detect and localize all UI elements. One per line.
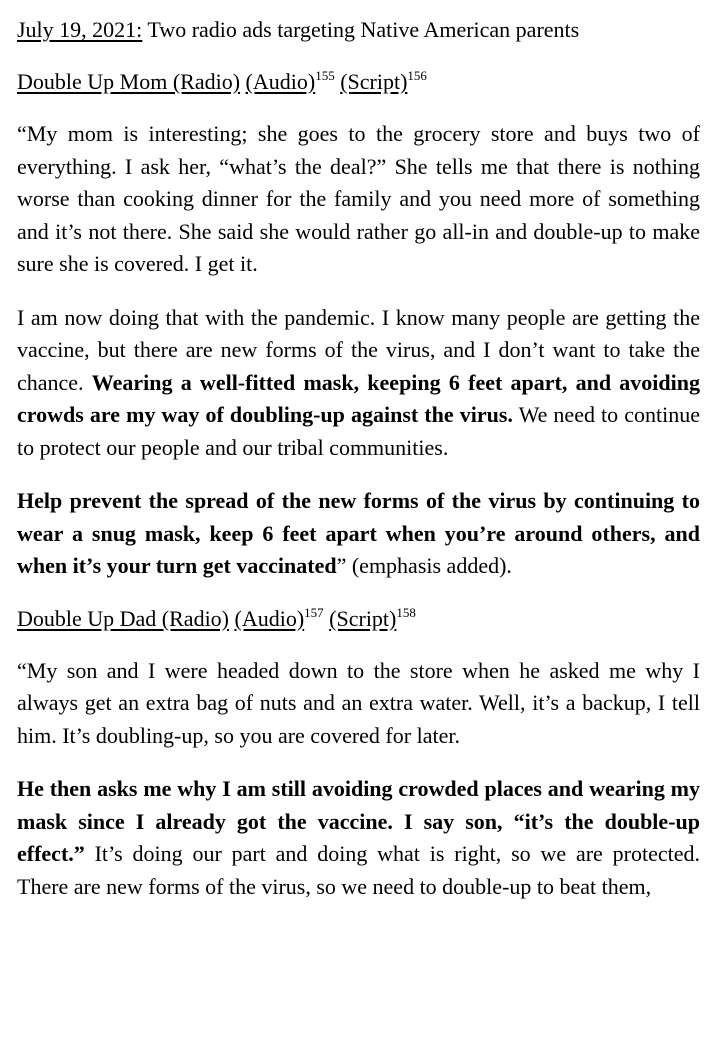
- paragraph-text: “My mom is interesting; she goes to the grocery store and buys two of everything. I ask her, “what’s the deal?” She tells me that there is nothing worse than cooking dinner for the family and you need more of something and it’s not there. She said she would rather go all-in and double-up to make sure she is covered. I get it.: [17, 121, 700, 276]
- paragraph-text-bold: Wearing a well-fitted mask, keeping 6 feet apart, and avoiding crowds are my way of doubling-up against the virus.: [17, 369, 700, 427]
- ad-paragraph: [17, 302, 700, 465]
- footnote-marker: 156: [407, 68, 427, 83]
- paragraph-text: “My son and I were headed down to the store when he asked me why I always get an extra bag of nuts and an extra water. Well, it’s a backup, I tell him. It’s doubling-up, so you are covered for later.: [17, 657, 700, 748]
- ad-heading-mom: [17, 66, 700, 98]
- paragraph-text: I am now doing that with the pandemic. I know many people are getting the vaccine, but there are new forms of the virus, and I don’t want to take the chance.: [17, 304, 700, 395]
- script-link[interactable]: (Script): [329, 605, 397, 631]
- ad-paragraph: [17, 118, 700, 281]
- paragraph-text-bold: He then asks me why I am still avoiding crowded places and wearing my mask since I already got the vaccine. I say son, “it’s the double-up effect.”: [17, 776, 700, 866]
- audio-link[interactable]: (Audio): [234, 605, 305, 631]
- audio-link[interactable]: (Audio): [245, 69, 316, 94]
- ad-paragraph: [17, 485, 700, 583]
- ad-title-link[interactable]: Double Up Dad (Radio): [17, 605, 230, 631]
- footnote-marker: 155: [315, 68, 335, 83]
- ad-paragraph: [17, 655, 700, 753]
- header-description: Two radio ads targeting Native American parents: [142, 17, 580, 42]
- paragraph-text: We need to continue to protect our people and our tribal communities.: [17, 402, 701, 460]
- script-link[interactable]: (Script): [340, 69, 408, 94]
- footnote-marker: 157: [304, 604, 324, 620]
- paragraph-text: It’s doing our part and doing what is right, so we are protected. There are new forms of the virus, so we need to double-up to beat them,: [17, 841, 700, 899]
- ad-title-link[interactable]: Double Up Mom (Radio): [17, 69, 241, 94]
- footnote-marker: 158: [396, 604, 416, 620]
- ad-paragraph: [17, 773, 700, 903]
- paragraph-text-bold: Help prevent the spread of the new forms of the virus by continuing to wear a snug mask, keep 6 feet apart when you’re around others, and when it’s your turn get vaccinated: [17, 488, 700, 578]
- header-date: July 19, 2021:: [17, 17, 143, 42]
- ad-heading-dad: [17, 603, 700, 635]
- paragraph-text: ” (emphasis added).: [336, 553, 512, 578]
- document-header: [17, 14, 700, 46]
